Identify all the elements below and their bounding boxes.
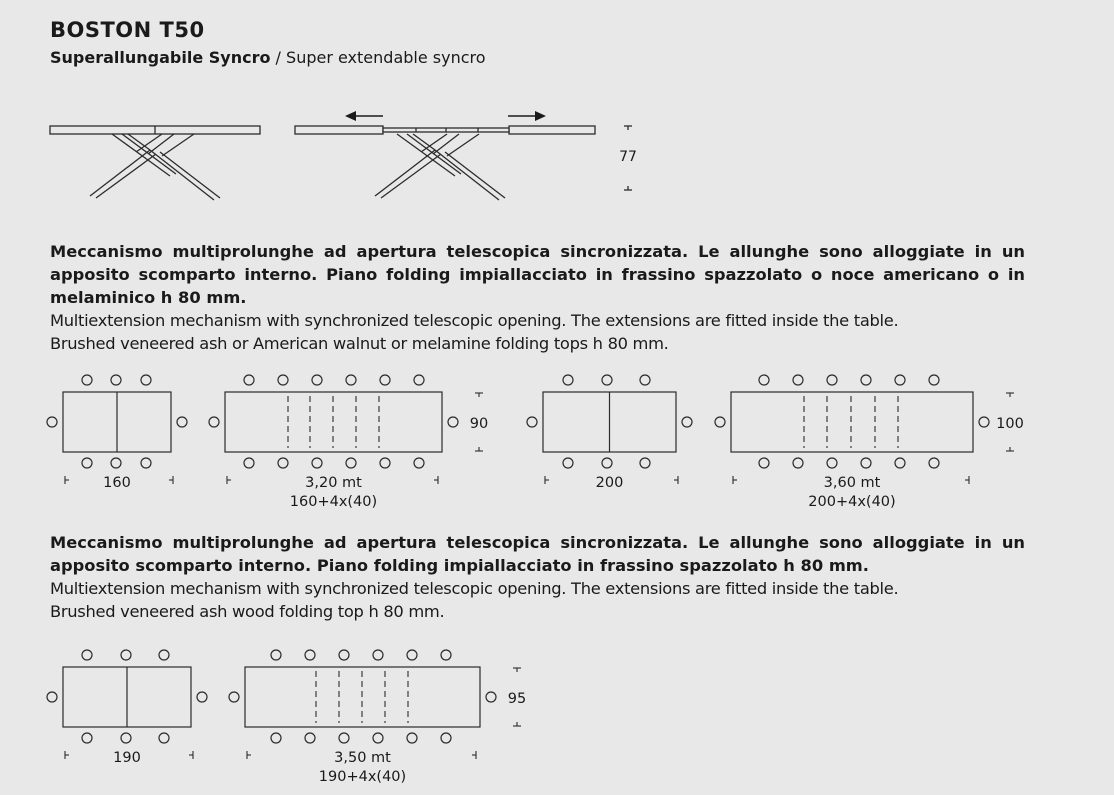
chair-icon — [759, 375, 769, 385]
arrow-right-icon — [508, 111, 546, 121]
chair-icon — [121, 650, 131, 660]
chair-icon — [121, 733, 131, 743]
chair-icon — [640, 458, 650, 468]
chair-icon — [441, 650, 451, 660]
side-view-closed — [50, 126, 260, 200]
chair-icon — [827, 458, 837, 468]
chair-icon — [305, 733, 315, 743]
chair-icon — [312, 375, 322, 385]
chair-icon — [47, 692, 57, 702]
chair-icon — [486, 692, 496, 702]
subtitle-italian: Superallungabile Syncro — [50, 48, 271, 67]
chair-icon — [346, 458, 356, 468]
chair-icon — [209, 417, 219, 427]
chair-icon — [929, 375, 939, 385]
section1-desc-en-2: Brushed veneered ash or American walnut or melamine folding tops h 80 mm. — [50, 334, 669, 353]
section2-desc-en-1: Multiextension mechanism with synchronized telescopic opening. The extensions are fitted inside the table. — [50, 579, 899, 598]
chair-icon — [929, 458, 939, 468]
section1-desc-it: Meccanismo multiprolunghe ad apertura telescopica sincronizzata. Le allunghe sono alloggiate in un apposito scomparto interno. Piano folding impiallacciato in frassino spazzolato o noce americano o in melaminico h 80 mm. — [50, 242, 1025, 307]
chair-icon — [82, 375, 92, 385]
chair-icon — [111, 375, 121, 385]
open-length-label: 3,20 mt — [305, 475, 362, 491]
chair-icon — [159, 650, 169, 660]
chair-icon — [602, 458, 612, 468]
open-length-label: 3,60 mt — [823, 475, 881, 491]
chair-icon — [244, 375, 254, 385]
chair-icon — [229, 692, 239, 702]
chair-icon — [793, 458, 803, 468]
chair-icon — [141, 375, 151, 385]
chair-icon — [82, 650, 92, 660]
section2-plan-views — [0, 640, 1114, 795]
open-formula-label: 200+4x(40) — [808, 494, 896, 510]
chair-icon — [380, 458, 390, 468]
chair-icon — [373, 733, 383, 743]
chair-icon — [278, 375, 288, 385]
chair-icon — [682, 417, 692, 427]
chair-icon — [715, 417, 725, 427]
open-length-label: 3,50 mt — [334, 750, 391, 766]
chair-icon — [244, 458, 254, 468]
section2-desc-en-2: Brushed veneered ash wood folding top h 80 mm. — [50, 602, 445, 621]
chair-icon — [563, 375, 573, 385]
height-label: 77 — [619, 149, 637, 165]
chair-icon — [414, 375, 424, 385]
chair-icon — [271, 650, 281, 660]
open-formula-label: 190+4x(40) — [318, 769, 407, 785]
side-view-open — [295, 126, 595, 200]
width-label: 95 — [507, 691, 527, 707]
chair-icon — [82, 458, 92, 468]
chair-icon — [861, 375, 871, 385]
chair-icon — [271, 733, 281, 743]
chair-icon — [527, 417, 537, 427]
chair-icon — [197, 692, 207, 702]
chair-icon — [159, 733, 169, 743]
subtitle-separator: / — [270, 48, 287, 67]
chair-icon — [563, 458, 573, 468]
chair-icon — [373, 650, 383, 660]
chair-icon — [895, 458, 905, 468]
chair-icon — [827, 375, 837, 385]
chair-icon — [339, 733, 349, 743]
chair-icon — [312, 458, 322, 468]
chair-icon — [346, 375, 356, 385]
chair-icon — [640, 375, 650, 385]
chair-icon — [47, 417, 57, 427]
section2-description — [50, 531, 1025, 623]
subtitle-english: Super extendable syncro — [286, 48, 486, 67]
width-label: 90 — [469, 416, 489, 432]
chair-icon — [759, 458, 769, 468]
section1-description — [50, 240, 1025, 355]
chair-icon — [380, 375, 390, 385]
width-label: 100 — [996, 416, 1024, 432]
side-views — [0, 0, 1114, 230]
chair-icon — [793, 375, 803, 385]
chair-icon — [339, 650, 349, 660]
closed-length-label: 160 — [103, 475, 131, 491]
chair-icon — [414, 458, 424, 468]
chair-icon — [407, 733, 417, 743]
chair-icon — [979, 417, 989, 427]
open-formula-label: 160+4x(40) — [289, 494, 378, 510]
section1-desc-en-1: Multiextension mechanism with synchronized telescopic opening. The extensions are fitted inside the table. — [50, 311, 899, 330]
chair-icon — [895, 375, 905, 385]
section1-plan-views — [0, 360, 1114, 520]
closed-length-label: 190 — [113, 750, 141, 766]
chair-icon — [407, 650, 417, 660]
chair-icon — [82, 733, 92, 743]
chair-icon — [278, 458, 288, 468]
chair-icon — [305, 650, 315, 660]
product-title: BOSTON T50 — [50, 18, 205, 42]
chair-icon — [441, 733, 451, 743]
closed-length-label: 200 — [595, 475, 624, 491]
table-open-outline — [731, 392, 973, 452]
chair-icon — [177, 417, 187, 427]
section2-desc-it: Meccanismo multiprolunghe ad apertura telescopica sincronizzata. Le allunghe sono alloggiate in un apposito scomparto interno. Piano folding impiallacciato in frassino spazzolato h 80 mm. — [50, 533, 1025, 575]
arrow-left-icon — [345, 111, 383, 121]
chair-icon — [111, 458, 121, 468]
chair-icon — [448, 417, 458, 427]
chair-icon — [141, 458, 151, 468]
chair-icon — [861, 458, 871, 468]
chair-icon — [602, 375, 612, 385]
